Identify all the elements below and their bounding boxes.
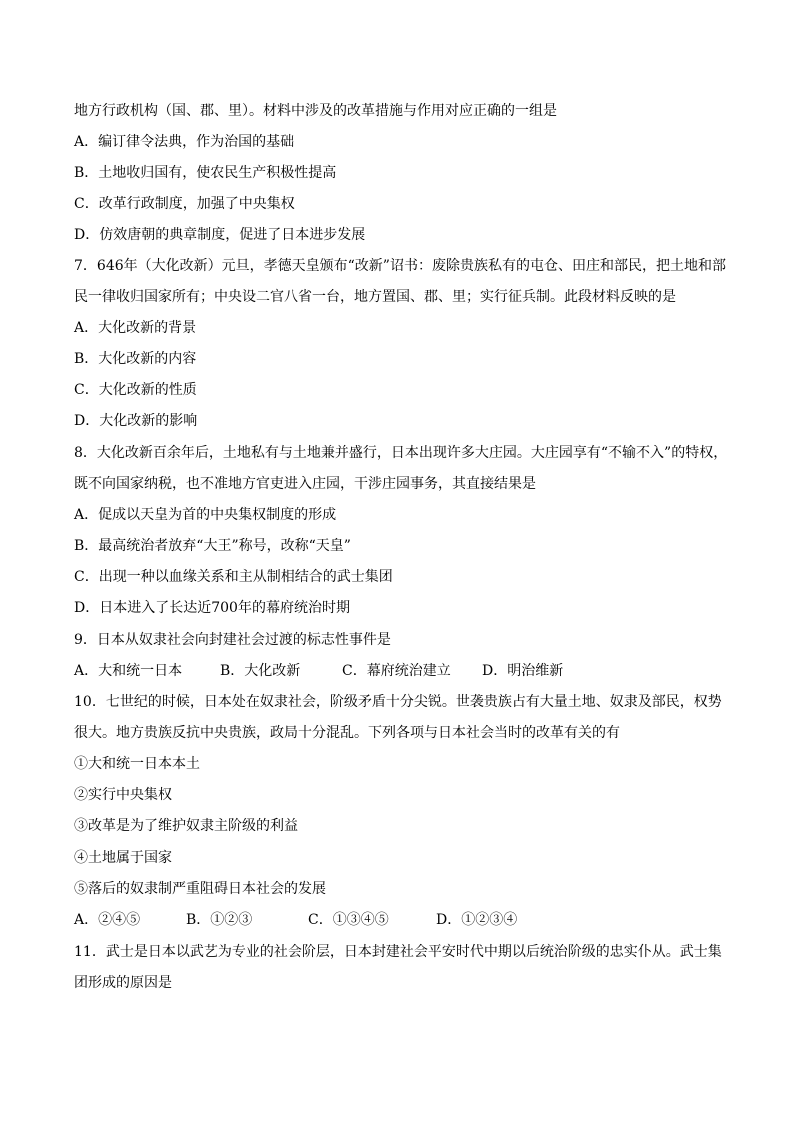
q11-stem-line2: 团形成的原因是 [74, 975, 172, 991]
q10-item-1: ①大和统一日本本土 [74, 756, 200, 772]
q6-option-a: A．编订律令法典，作为治国的基础 [74, 134, 295, 150]
q10-option-c: C．①③④⑤ [308, 912, 389, 928]
q7-option-a: A．大化改新的背景 [74, 320, 197, 336]
q9-option-c: C．幕府统治建立 [342, 663, 451, 679]
q9-stem: 9．日本从奴隶社会向封建社会过渡的标志性事件是 [74, 632, 391, 648]
q6-option-c: C．改革行政制度，加强了中央集权 [74, 196, 295, 212]
q6-stem-continued: 地方行政机构（国、郡、里）。材料中涉及的改革措施与作用对应正确的一组是 [74, 103, 557, 119]
q6-option-d: D．仿效唐朝的典章制度，促进了日本进步发展 [74, 227, 366, 243]
q9-option-b: B．大化改新 [220, 663, 301, 679]
q11-stem-line1: 11．武士是日本以武艺为专业的社会阶层，日本封建社会平安时代中期以后统治阶级的忠实仆从。武士集 [74, 944, 722, 960]
q10-option-b: B．①②③ [186, 912, 253, 928]
q8-option-d: D．日本进入了长达近700年的幕府统治时期 [74, 600, 350, 616]
q7-stem-line1: 7．646年（大化改新）元旦，孝德天皇颁布“改新”诏书：废除贵族私有的屯仓、田庄和部民，把土地和部 [74, 258, 726, 274]
q8-option-a: A．促成以天皇为首的中央集权制度的形成 [74, 507, 337, 523]
q8-stem-line2: 既不向国家纳税，也不准地方官吏进入庄园，干涉庄园事务，其直接结果是 [74, 476, 536, 492]
q10-stem-line2: 很大。地方贵族反抗中央贵族，政局十分混乱。下列各项与日本社会当时的改革有关的有 [74, 725, 620, 741]
q8-option-c: C．出现一种以血缘关系和主从制相结合的武士集团 [74, 569, 393, 585]
q10-stem-line1: 10．七世纪的时候，日本处在奴隶社会，阶级矛盾十分尖锐。世袭贵族占有大量土地、奴隶及部民，权势 [74, 694, 722, 710]
q9-option-d: D．明治维新 [482, 663, 564, 679]
q10-option-d: D．①②③④ [436, 912, 518, 928]
q10-option-a: A．②④⑤ [74, 912, 141, 928]
q7-stem-line2: 民一律收归国家所有；中央设二官八省一台，地方置国、郡、里；实行征兵制。此段材料反映的是 [74, 289, 676, 305]
q10-item-4: ④土地属于国家 [74, 850, 172, 866]
q7-option-d: D．大化改新的影响 [74, 413, 198, 429]
q7-option-c: C．大化改新的性质 [74, 382, 197, 398]
q10-item-3: ③改革是为了维护奴隶主阶级的利益 [74, 818, 298, 834]
q7-option-b: B．大化改新的内容 [74, 351, 197, 367]
q8-stem-line1: 8．大化改新百余年后，土地私有与土地兼并盛行，日本出现许多大庄园。大庄园享有“不输不入”的特权， [74, 445, 728, 461]
q8-option-b: B．最高统治者放弃“大王”称号，改称“天皇” [74, 538, 351, 554]
q9-option-a: A．大和统一日本 [74, 663, 183, 679]
q10-item-2: ②实行中央集权 [74, 787, 172, 803]
q6-option-b: B．土地收归国有，使农民生产积极性提高 [74, 165, 337, 181]
q10-item-5: ⑤落后的奴隶制严重阻碍日本社会的发展 [74, 881, 326, 897]
